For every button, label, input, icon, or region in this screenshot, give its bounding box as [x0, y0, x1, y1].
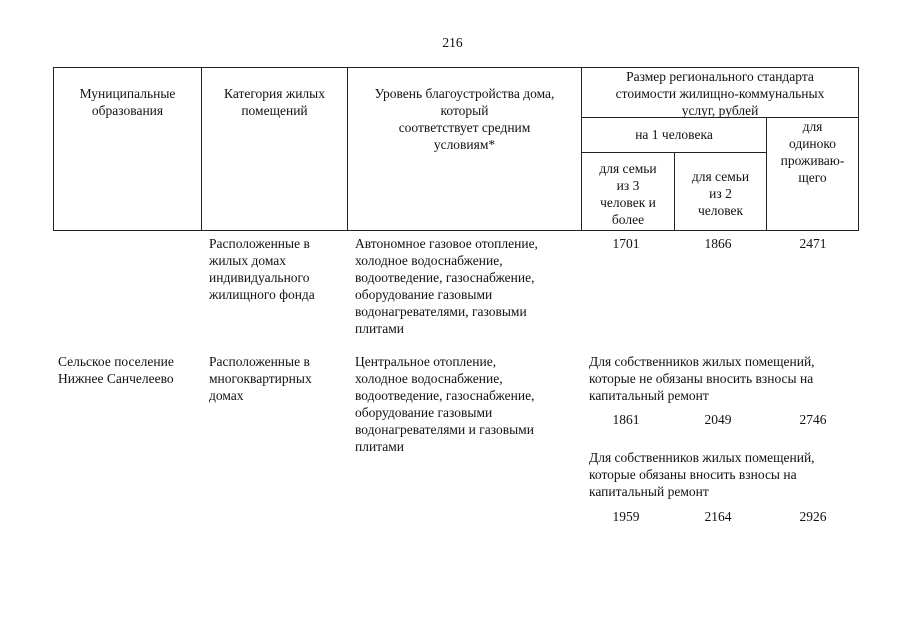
row1-value-single: 2471 — [799, 236, 827, 251]
row2-municipality: Сельское поселение Нижнее Санчелеево — [58, 354, 174, 386]
header-bottom-border — [53, 230, 859, 231]
row2-level: Центральное отопление, холодное водоснабжение, водоотведение, газоснабжение, оборудование газовыми водонагревателями и газовыми плитами — [355, 354, 535, 454]
row2-value-a-family3: 1861 — [612, 412, 640, 427]
header-family2: для семьи из 2 человек — [691, 169, 750, 218]
header-municipality: Муниципальные образования — [79, 86, 176, 118]
table-right-border — [858, 67, 859, 231]
header-level: Уровень благоустройства дома, который соответствует средним условиям* — [374, 86, 555, 152]
header-family3: для семьи из 3 человек и более — [599, 161, 657, 227]
page-number: 216 — [442, 35, 463, 50]
row1-value-family2: 1866 — [704, 236, 732, 251]
row2-value-b-family3: 1959 — [612, 509, 640, 524]
header-standard: Размер регионального стандарта стоимости жилищно-коммунальных услуг, рублей — [615, 69, 825, 118]
row2-value-a-family2: 2049 — [704, 412, 732, 427]
row2-note-no-capital-repair: Для собственников жилых помещений, которые не обязаны вносить взносы на капитальный ремонт — [589, 354, 815, 403]
row2-value-b-single: 2926 — [799, 509, 827, 524]
header-category: Категория жилых помещений — [224, 86, 325, 118]
row2-category: Расположенные в многоквартирных домах — [209, 354, 312, 403]
header-per-person: на 1 человека — [635, 127, 713, 142]
row1-value-family3: 1701 — [612, 236, 640, 251]
row2-value-b-family2: 2164 — [704, 509, 732, 524]
row2-note-capital-repair: Для собственников жилых помещений, которые обязаны вносить взносы на капитальный ремонт — [589, 450, 815, 499]
header-single: для одиноко проживаю- щего — [780, 119, 845, 185]
row2-value-a-single: 2746 — [799, 412, 827, 427]
row1-category: Расположенные в жилых домах индивидуального жилищного фонда — [209, 236, 315, 302]
row1-level: Автономное газовое отопление, холодное водоснабжение, водоотведение, газоснабжение, оборудование газовыми водонагревателями, газовыми плитами — [355, 236, 538, 336]
